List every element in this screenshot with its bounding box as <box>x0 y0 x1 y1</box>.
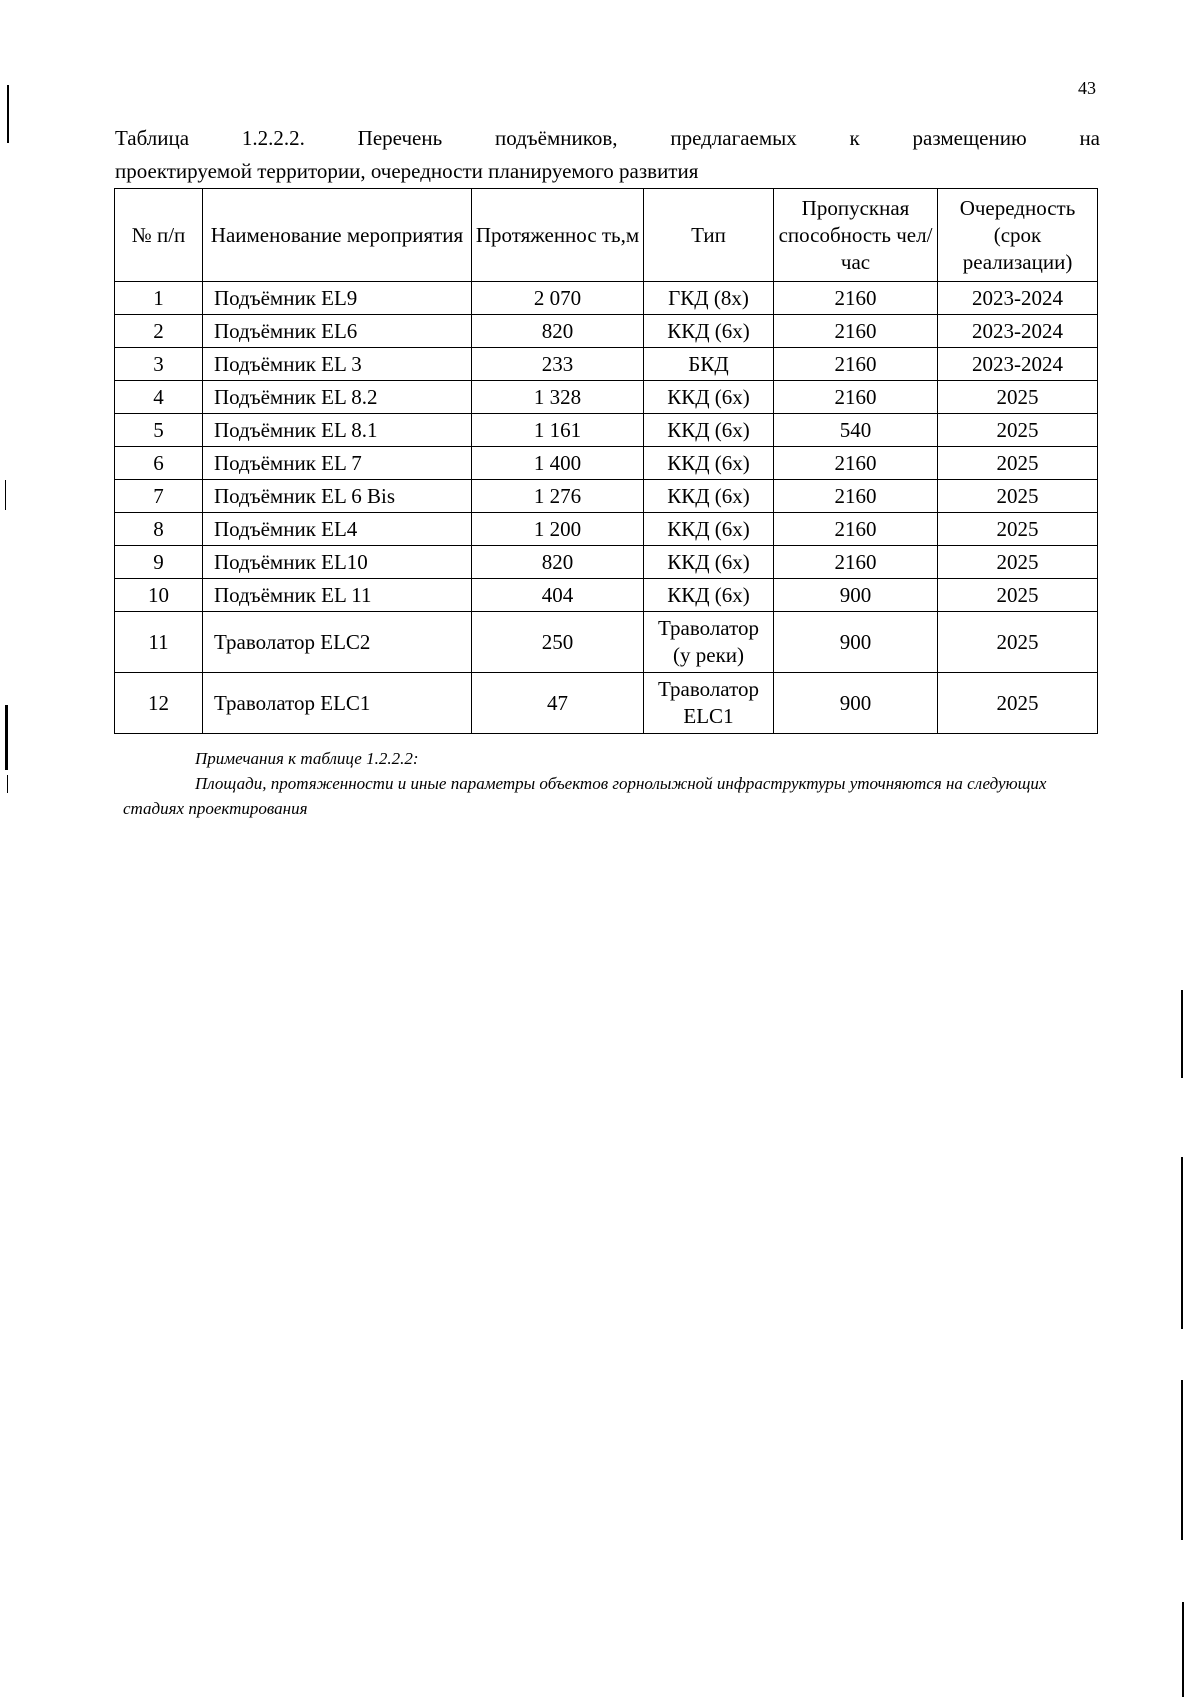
scan-edge-mark <box>1182 1602 1184 1697</box>
cell-schedule: 2025 <box>938 480 1098 513</box>
cell-number: 7 <box>115 480 203 513</box>
scan-edge-mark <box>7 85 9 143</box>
cell-name: Траволатор ELC1 <box>203 673 472 734</box>
cell-capacity: 900 <box>774 612 938 673</box>
table-row <box>115 381 1098 414</box>
table-row <box>115 447 1098 480</box>
caption-word: к <box>849 126 860 150</box>
cell-length: 47 <box>472 673 644 734</box>
caption-word: Таблица <box>115 126 190 150</box>
cell-type: ККД (6х) <box>644 513 774 546</box>
cell-number: 8 <box>115 513 203 546</box>
table-row <box>115 480 1098 513</box>
cell-number: 10 <box>115 579 203 612</box>
header-cell-length: Протяженнос ть,м <box>472 189 644 282</box>
cell-capacity: 900 <box>774 673 938 734</box>
cell-length: 1 161 <box>472 414 644 447</box>
cell-type: ККД (6х) <box>644 381 774 414</box>
cell-type: Траволатор (у реки) <box>644 612 774 673</box>
cell-capacity: 2160 <box>774 447 938 480</box>
cell-schedule: 2025 <box>938 513 1098 546</box>
cell-capacity: 2160 <box>774 513 938 546</box>
table-row <box>115 579 1098 612</box>
cell-number: 1 <box>115 282 203 315</box>
table-header-row <box>115 189 1098 282</box>
caption-word: размещению <box>912 126 1027 150</box>
caption-word: Перечень <box>357 126 443 150</box>
cell-schedule: 2025 <box>938 414 1098 447</box>
table-caption <box>115 122 1100 188</box>
cell-length: 820 <box>472 315 644 348</box>
cell-length: 1 400 <box>472 447 644 480</box>
cell-length: 2 070 <box>472 282 644 315</box>
table-row <box>115 546 1098 579</box>
cell-name: Подъёмник EL4 <box>203 513 472 546</box>
caption-word: подъёмников, <box>494 126 618 150</box>
caption-word: 1.2.2.2. <box>241 126 305 150</box>
cell-name: Подъёмник EL 11 <box>203 579 472 612</box>
cell-type: ККД (6х) <box>644 546 774 579</box>
cell-number: 2 <box>115 315 203 348</box>
scan-edge-mark <box>1181 990 1183 1078</box>
cell-type: ККД (6х) <box>644 414 774 447</box>
caption-word: предлагаемых <box>670 126 797 150</box>
cell-name: Траволатор ELC2 <box>203 612 472 673</box>
cell-type: БКД <box>644 348 774 381</box>
cell-capacity: 2160 <box>774 381 938 414</box>
cell-type: ККД (6х) <box>644 480 774 513</box>
cell-name: Подъёмник EL 6 Bis <box>203 480 472 513</box>
scan-edge-mark <box>5 480 6 510</box>
header-cell-type: Тип <box>644 189 774 282</box>
notes-title: Примечания к таблице 1.2.2.2: <box>195 749 419 768</box>
cell-name: Подъёмник EL10 <box>203 546 472 579</box>
cell-schedule: 2023-2024 <box>938 315 1098 348</box>
cell-number: 6 <box>115 447 203 480</box>
cell-capacity: 540 <box>774 414 938 447</box>
cell-type: ККД (6х) <box>644 579 774 612</box>
table-row <box>115 414 1098 447</box>
cell-schedule: 2025 <box>938 612 1098 673</box>
table-row <box>115 673 1098 734</box>
cell-name: Подъёмник EL6 <box>203 315 472 348</box>
cell-name: Подъёмник EL 8.1 <box>203 414 472 447</box>
scan-edge-mark <box>7 775 8 793</box>
table-notes <box>123 746 1098 821</box>
table-row <box>115 282 1098 315</box>
cell-capacity: 900 <box>774 579 938 612</box>
notes-body: Площади, протяженности и иные параметры объектов горнолыжной инфраструктуры уточняются на следующих стадиях проектирования <box>123 774 1047 818</box>
scan-edge-mark <box>1181 1380 1183 1540</box>
cell-name: Подъёмник EL9 <box>203 282 472 315</box>
cell-name: Подъёмник EL 8.2 <box>203 381 472 414</box>
lifts-table <box>114 188 1098 734</box>
cell-schedule: 2025 <box>938 546 1098 579</box>
cell-schedule: 2023-2024 <box>938 348 1098 381</box>
cell-length: 1 200 <box>472 513 644 546</box>
cell-length: 404 <box>472 579 644 612</box>
caption-word: на <box>1079 126 1100 150</box>
cell-schedule: 2025 <box>938 579 1098 612</box>
cell-capacity: 2160 <box>774 315 938 348</box>
cell-schedule: 2023-2024 <box>938 282 1098 315</box>
cell-name: Подъёмник EL 3 <box>203 348 472 381</box>
cell-schedule: 2025 <box>938 673 1098 734</box>
cell-number: 5 <box>115 414 203 447</box>
cell-type: ККД (6х) <box>644 315 774 348</box>
scan-edge-mark <box>5 705 8 770</box>
cell-length: 233 <box>472 348 644 381</box>
page-number: 43 <box>1078 78 1096 98</box>
cell-capacity: 2160 <box>774 480 938 513</box>
cell-length: 250 <box>472 612 644 673</box>
cell-capacity: 2160 <box>774 282 938 315</box>
cell-schedule: 2025 <box>938 447 1098 480</box>
cell-length: 1 328 <box>472 381 644 414</box>
table-row <box>115 612 1098 673</box>
header-cell-capacity: Пропускная способность чел/час <box>774 189 938 282</box>
cell-type: ГКД (8х) <box>644 282 774 315</box>
cell-capacity: 2160 <box>774 348 938 381</box>
cell-capacity: 2160 <box>774 546 938 579</box>
table-row <box>115 348 1098 381</box>
cell-number: 12 <box>115 673 203 734</box>
cell-length: 820 <box>472 546 644 579</box>
cell-number: 3 <box>115 348 203 381</box>
header-cell-number: № п/п <box>115 189 203 282</box>
cell-schedule: 2025 <box>938 381 1098 414</box>
header-cell-name: Наименование мероприятия <box>203 189 472 282</box>
cell-number: 4 <box>115 381 203 414</box>
caption-line-1 <box>115 122 1100 155</box>
table-row <box>115 513 1098 546</box>
cell-length: 1 276 <box>472 480 644 513</box>
cell-number: 11 <box>115 612 203 673</box>
caption-line-2: проектируемой территории, очередности планируемого развития <box>115 159 699 183</box>
table-row <box>115 315 1098 348</box>
scan-edge-mark <box>1181 1157 1183 1329</box>
cell-type: Траволатор ELC1 <box>644 673 774 734</box>
header-cell-schedule: Очередность (срок реализации) <box>938 189 1098 282</box>
cell-name: Подъёмник EL 7 <box>203 447 472 480</box>
cell-type: ККД (6х) <box>644 447 774 480</box>
cell-number: 9 <box>115 546 203 579</box>
